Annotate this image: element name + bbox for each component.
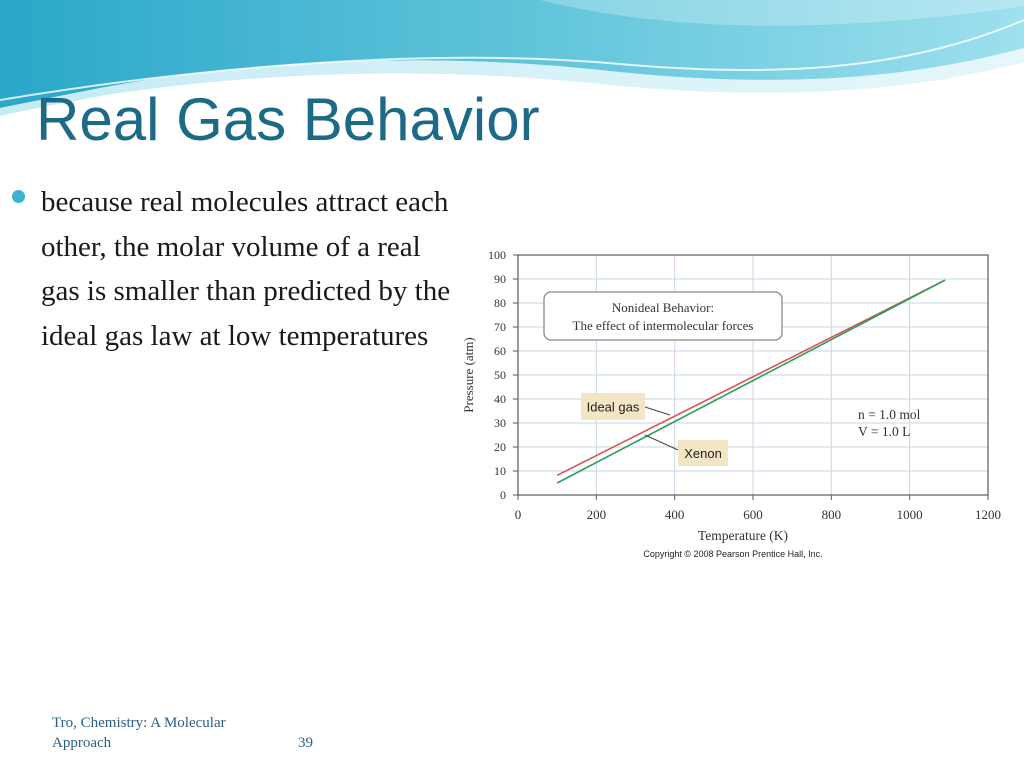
conditions-annotation: V = 1.0 L — [858, 424, 911, 439]
y-tick-label: 100 — [488, 248, 506, 262]
bullet-marker-icon — [12, 190, 25, 203]
slide-title: Real Gas Behavior — [36, 86, 540, 153]
y-tick-label: 0 — [500, 488, 506, 502]
series-label-ideal-gas: Ideal gas — [586, 399, 640, 415]
y-tick-label: 20 — [494, 440, 506, 454]
y-tick-label: 60 — [494, 344, 506, 358]
page-number: 39 — [298, 735, 313, 751]
x-tick-label: 400 — [664, 507, 685, 522]
pressure-temperature-chart — [455, 240, 1015, 570]
y-tick-label: 70 — [494, 320, 506, 334]
x-tick-label: 1000 — [896, 507, 923, 522]
callout-title: Nonideal Behavior: — [611, 300, 715, 315]
x-tick-label: 800 — [821, 507, 842, 522]
x-axis-label: Temperature (K) — [697, 528, 789, 543]
copyright-text: Copyright © 2008 Pearson Prentice Hall, Inc. — [643, 549, 823, 559]
series-label-xenon: Xenon — [684, 446, 722, 461]
y-tick-label: 10 — [494, 464, 506, 478]
conditions-annotation: n = 1.0 mol — [858, 407, 921, 422]
x-tick-label: 600 — [743, 507, 763, 522]
y-axis-label: Pressure (atm) — [461, 337, 476, 413]
y-tick-label: 40 — [494, 392, 506, 406]
y-tick-label: 30 — [494, 416, 506, 430]
x-tick-label: 0 — [514, 507, 522, 522]
callout-subtitle: The effect of intermolecular forces — [572, 318, 754, 333]
y-tick-label: 80 — [494, 296, 506, 310]
bullet-text: because real molecules attract each other, the molar volume of a real gas is smaller than predicted by the ideal gas law at low temperatures — [41, 186, 451, 352]
x-tick-label: 200 — [586, 507, 607, 522]
y-tick-label: 90 — [494, 272, 506, 286]
footer-source: Tro, Chemistry: A Molecular Approach — [52, 715, 226, 751]
y-tick-label: 50 — [494, 368, 506, 382]
x-tick-label: 1200 — [975, 507, 1001, 522]
